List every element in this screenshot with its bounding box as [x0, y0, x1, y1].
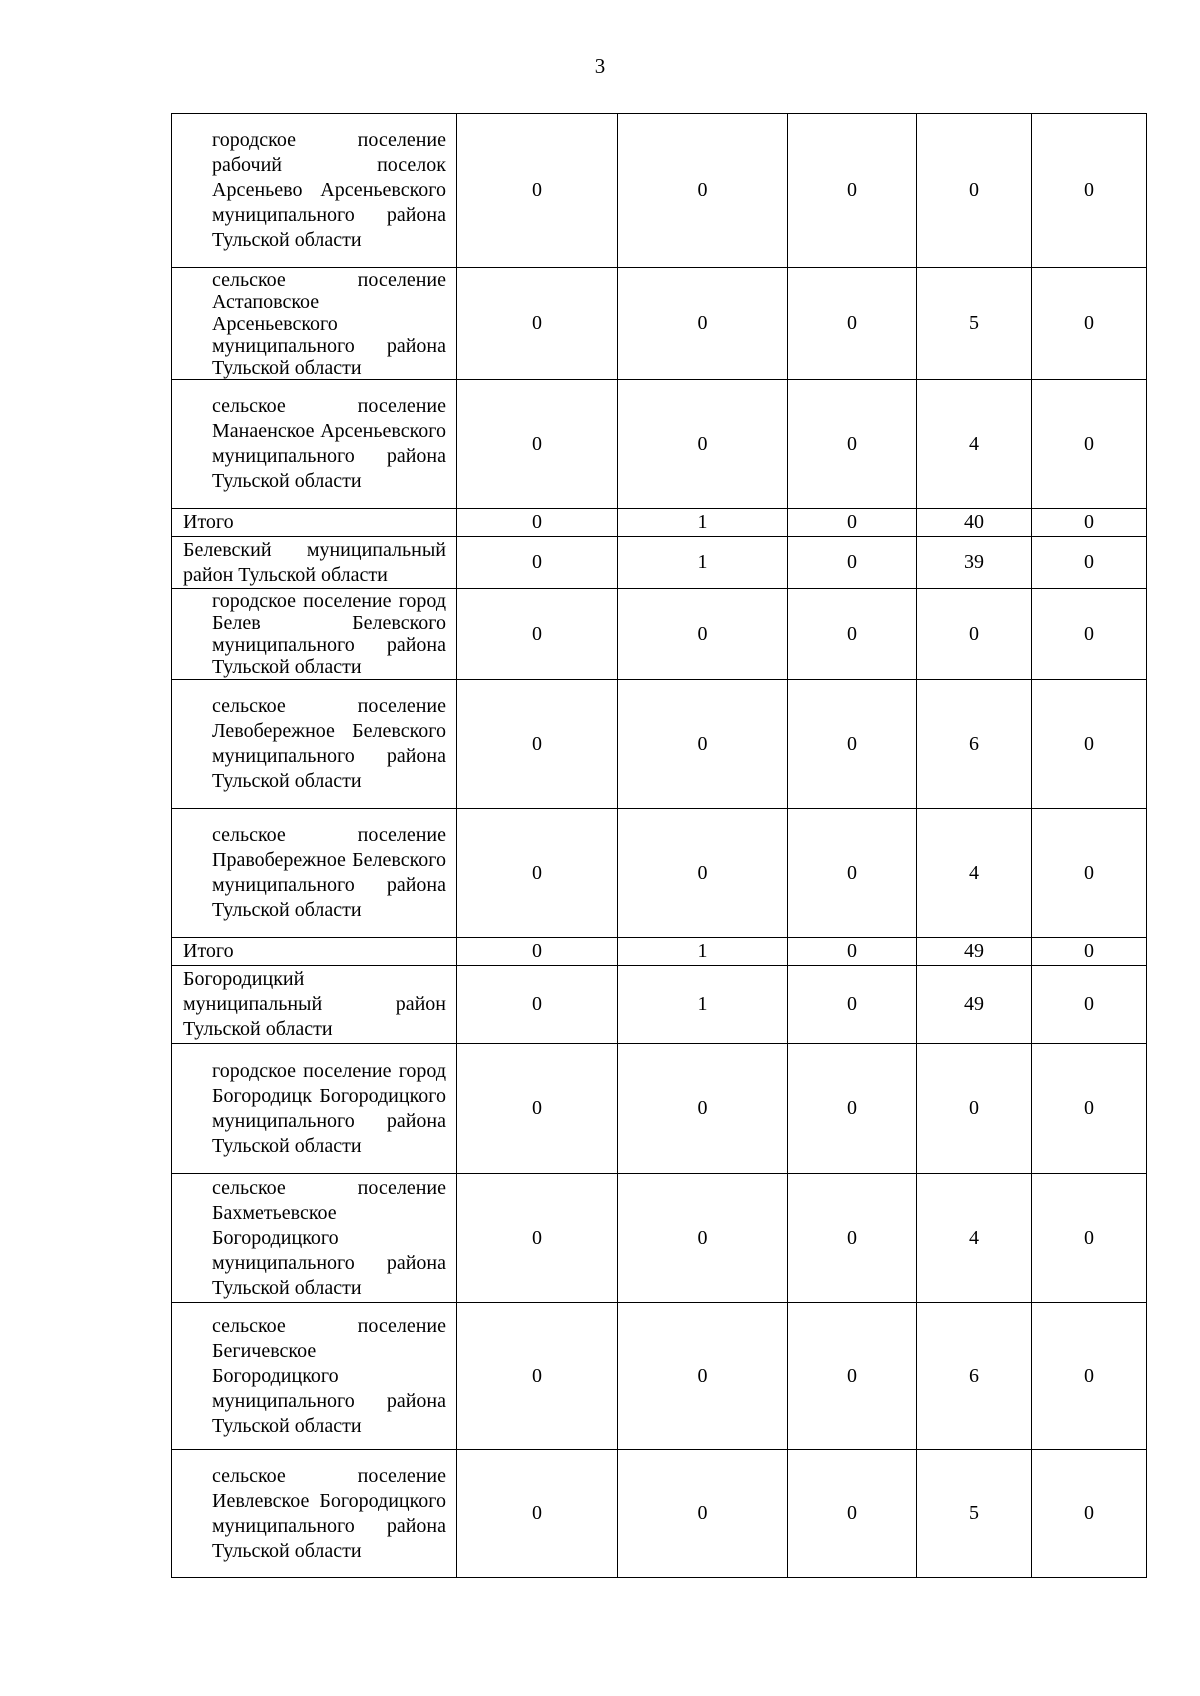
total-label-cell: Итого [172, 938, 457, 966]
value-cell-col-1: 0 [457, 589, 618, 680]
value-cell-col-2: 0 [618, 1044, 788, 1174]
value-cell-col-2: 1 [618, 938, 788, 966]
table-row [172, 1303, 1147, 1450]
municipality-name-cell: сельское поселение Манаенское Арсеньевского муниципального района Тульской области [172, 380, 457, 509]
value-cell-col-2: 0 [618, 380, 788, 509]
value-cell-col-5: 0 [1032, 268, 1147, 380]
value-cell-col-4: 4 [917, 380, 1032, 509]
value-cell-col-1: 0 [457, 1450, 618, 1578]
value-cell-col-1: 0 [457, 380, 618, 509]
value-cell-col-5: 0 [1032, 680, 1147, 809]
table-row [172, 268, 1147, 380]
table-body [172, 114, 1147, 1578]
municipality-name-cell: сельское поселение Бахметьевское Богородицкого муниципального района Тульской области [172, 1174, 457, 1303]
value-cell-col-5: 0 [1032, 1303, 1147, 1450]
value-cell-col-1: 0 [457, 680, 618, 809]
table-row [172, 114, 1147, 268]
value-cell-col-4: 4 [917, 809, 1032, 938]
value-cell-col-5: 0 [1032, 1450, 1147, 1578]
value-cell-col-2: 0 [618, 1303, 788, 1450]
value-cell-col-2: 1 [618, 509, 788, 537]
value-cell-col-2: 0 [618, 268, 788, 380]
value-cell-col-2: 0 [618, 589, 788, 680]
value-cell-col-3: 0 [788, 509, 917, 537]
table-row [172, 509, 1147, 537]
table-row [172, 589, 1147, 680]
value-cell-col-3: 0 [788, 680, 917, 809]
value-cell-col-2: 0 [618, 114, 788, 268]
value-cell-col-4: 49 [917, 938, 1032, 966]
value-cell-col-1: 0 [457, 938, 618, 966]
value-cell-col-3: 0 [788, 1303, 917, 1450]
municipal-data-table [171, 113, 1147, 1578]
value-cell-col-1: 0 [457, 1303, 618, 1450]
value-cell-col-5: 0 [1032, 509, 1147, 537]
value-cell-col-3: 0 [788, 1174, 917, 1303]
value-cell-col-3: 0 [788, 537, 917, 589]
value-cell-col-3: 0 [788, 966, 917, 1044]
value-cell-col-2: 0 [618, 1174, 788, 1303]
value-cell-col-3: 0 [788, 809, 917, 938]
value-cell-col-3: 0 [788, 114, 917, 268]
value-cell-col-5: 0 [1032, 1174, 1147, 1303]
value-cell-col-5: 0 [1032, 589, 1147, 680]
value-cell-col-2: 0 [618, 680, 788, 809]
value-cell-col-2: 0 [618, 1450, 788, 1578]
value-cell-col-3: 0 [788, 380, 917, 509]
table-row [172, 1450, 1147, 1578]
table-row [172, 380, 1147, 509]
value-cell-col-5: 0 [1032, 966, 1147, 1044]
table-row [172, 966, 1147, 1044]
value-cell-col-1: 0 [457, 809, 618, 938]
value-cell-col-1: 0 [457, 966, 618, 1044]
value-cell-col-5: 0 [1032, 537, 1147, 589]
value-cell-col-3: 0 [788, 1044, 917, 1174]
value-cell-col-4: 39 [917, 537, 1032, 589]
municipality-name-cell: городское поселение город Богородицк Богородицкого муниципального района Тульской области [172, 1044, 457, 1174]
page-number: 3 [594, 54, 606, 78]
value-cell-col-2: 1 [618, 966, 788, 1044]
table-row [172, 680, 1147, 809]
municipality-name-cell: Белевский муниципальный район Тульской области [172, 537, 457, 589]
value-cell-col-5: 0 [1032, 114, 1147, 268]
value-cell-col-3: 0 [788, 1450, 917, 1578]
value-cell-col-3: 0 [788, 938, 917, 966]
table-row [172, 938, 1147, 966]
value-cell-col-5: 0 [1032, 380, 1147, 509]
value-cell-col-5: 0 [1032, 938, 1147, 966]
value-cell-col-1: 0 [457, 1174, 618, 1303]
value-cell-col-1: 0 [457, 1044, 618, 1174]
municipality-name-cell: сельское поселение Левобережное Белевского муниципального района Тульской области [172, 680, 457, 809]
value-cell-col-5: 0 [1032, 1044, 1147, 1174]
value-cell-col-4: 0 [917, 589, 1032, 680]
value-cell-col-1: 0 [457, 537, 618, 589]
value-cell-col-4: 40 [917, 509, 1032, 537]
municipality-name-cell: городское поселение город Белев Белевского муниципального района Тульской области [172, 589, 457, 680]
municipality-name-cell: сельское поселение Бегичевское Богородицкого муниципального района Тульской области [172, 1303, 457, 1450]
value-cell-col-4: 5 [917, 1450, 1032, 1578]
table-row [172, 1174, 1147, 1303]
table-row [172, 537, 1147, 589]
municipality-name-cell: сельское поселение Иевлевское Богородицкого муниципального района Тульской области [172, 1450, 457, 1578]
value-cell-col-4: 4 [917, 1174, 1032, 1303]
value-cell-col-2: 0 [618, 809, 788, 938]
value-cell-col-4: 49 [917, 966, 1032, 1044]
value-cell-col-4: 5 [917, 268, 1032, 380]
value-cell-col-4: 0 [917, 1044, 1032, 1174]
value-cell-col-5: 0 [1032, 809, 1147, 938]
value-cell-col-1: 0 [457, 114, 618, 268]
municipality-name-cell: сельское поселение Астаповское Арсеньевского муниципального района Тульской области [172, 268, 457, 380]
value-cell-col-2: 1 [618, 537, 788, 589]
municipality-name-cell: Богородицкий муниципальный район Тульской области [172, 966, 457, 1044]
table-row [172, 1044, 1147, 1174]
value-cell-col-1: 0 [457, 509, 618, 537]
value-cell-col-4: 0 [917, 114, 1032, 268]
municipality-name-cell: сельское поселение Правобережное Белевского муниципального района Тульской области [172, 809, 457, 938]
municipality-name-cell: городское поселение рабочий поселок Арсеньево Арсеньевского муниципального района Тульской области [172, 114, 457, 268]
value-cell-col-3: 0 [788, 268, 917, 380]
value-cell-col-4: 6 [917, 680, 1032, 809]
value-cell-col-1: 0 [457, 268, 618, 380]
total-label-cell: Итого [172, 509, 457, 537]
table-row [172, 809, 1147, 938]
value-cell-col-4: 6 [917, 1303, 1032, 1450]
value-cell-col-3: 0 [788, 589, 917, 680]
